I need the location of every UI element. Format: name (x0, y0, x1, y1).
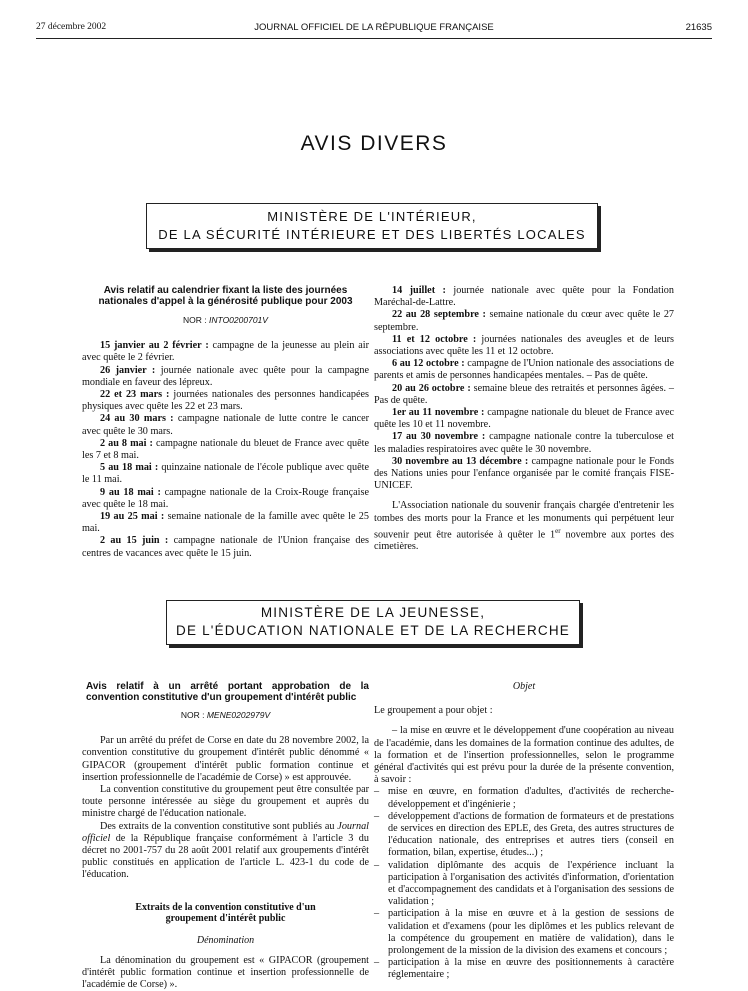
avis1-heading: Avis relatif au calendrier fixant la liste des journées nationales d'appel à la générosité publique pour 2003 (98, 285, 353, 307)
campaign-item (374, 358, 674, 382)
campaign-date: 1er au 11 novembre : (392, 407, 485, 419)
avis2-paragraph-3: Des extraits de la convention constitutive sont publiés au Journal officiel de la République française conformément à l'article 3 du décret no 2001-757 du 28 août 2001 relatif aux groupements d'intérêt public constitués en application de l'article L. 423-1 du code de l'éducation. (82, 820, 369, 881)
ministry-interieur-line2: DE LA SÉCURITÉ INTÉRIEURE ET DES LIBERTÉS LOCALES (158, 227, 586, 242)
ministry-education-line2: DE L'ÉDUCATION NATIONALE ET DE LA RECHERCHE (176, 623, 570, 638)
campaign-date: 11 et 12 octobre : (392, 333, 477, 345)
campaign-date: 17 au 30 novembre : (392, 431, 486, 443)
campaign-date: 6 au 12 octobre : (392, 358, 465, 370)
campaign-item (374, 456, 674, 493)
header-page-number: 21635 (685, 22, 712, 33)
avis1-closing-paragraph: L'Association nationale du souvenir français chargée d'entretenir les tombes des morts pour la France et les monuments qui perpétuent leur souvenir peut être autorisée à quêter le 1er novembre aux portes des cimetières. (374, 500, 674, 553)
campaign-item (82, 365, 369, 389)
avis1-nor-code: INTO0200701V (209, 315, 268, 325)
ministry-education-line1: MINISTÈRE DE LA JEUNESSE, (260, 605, 486, 620)
campaign-description: campagne nationale contre la tuberculose et les maladies respiratoires avec quête le 30 novembre. (374, 431, 674, 455)
avis1-right-column (374, 285, 674, 554)
objet-list-item: – participation à la mise en œuvre et à la gestion de sessions de validation et d'examens (pour les diplômes et les publics relevant de la compétence du groupement en matière de validation), dans le prolongement de la mission de la division des examens et concours ; (374, 908, 674, 957)
campaign-description: semaine nationale du cœur avec quête le 27 septembre. (374, 309, 675, 333)
denomination-paragraph: La dénomination du groupement est « GIPACOR (groupement d'intérêt public formation continue et insertion professionnelle de l'académie de Corse) ». (82, 954, 369, 991)
header-rule (36, 38, 712, 39)
campaign-item (82, 340, 369, 364)
campaign-item (82, 535, 369, 559)
avis2-right-column (374, 681, 674, 982)
extraits-heading: Extraits de la convention constitutive d'un groupement d'intérêt public (135, 901, 316, 925)
campaign-description: campagne de la jeunesse au plein air avec quête le 2 février. (82, 340, 369, 364)
campaign-description: campagne nationale pour le Fonds des Nations unies pour l'enfance organisée par le comité français FISE-UNICEF. (374, 455, 674, 492)
campaign-description: journée nationale avec quête pour la campagne mondiale en faveur des lépreux. (82, 364, 369, 388)
campaign-date: 24 au 30 mars : (100, 413, 174, 425)
denomination-heading: Dénomination (196, 934, 255, 946)
objet-list-item: – développement d'actions de formation de formateurs et de prestations de services en direction des EPLE, des Greta, des autres structures de l'éducation nationale, des entreprises et autres tiers (conseil en formation, bilan, expertise, études...) ; (374, 811, 674, 860)
campaign-description: semaine bleue des retraités et personnes âgées. – Pas de quête. (374, 382, 675, 406)
objet-intro: Le groupement a pour objet : (374, 705, 493, 717)
campaign-description: journées nationales des aveugles et de leurs associations avec quête les 11 et 12 octobre. (374, 333, 675, 358)
campaign-item (82, 511, 369, 535)
objet-list-item: – mise en œuvre, en formation d'adultes, d'activités de recherche-développement et d'ingénierie ; (374, 786, 674, 810)
campaign-date: 30 novembre au 13 décembre : (392, 455, 529, 467)
avis1-campaign-list (82, 340, 369, 560)
campaign-item (82, 413, 369, 437)
header-date: 27 décembre 2002 (36, 22, 107, 32)
campaign-item (82, 438, 369, 462)
campaign-item (374, 407, 674, 431)
avis2-heading: Avis relatif à un arrêté portant approbation de la convention constitutive d'un groupement d'intérêt public (86, 681, 369, 703)
campaign-description: campagne nationale du bleuet de France avec quête les 7 et 8 mai. (82, 437, 370, 462)
avis2-nor: NOR : MENE0202979V (180, 710, 271, 720)
objet-heading: Objet (512, 681, 536, 692)
campaign-item (374, 334, 674, 358)
avis1-left-column (82, 285, 369, 560)
campaign-date: 20 au 26 octobre : (392, 382, 471, 394)
campaign-description: journée nationale avec quête pour la Fondation Maréchal-de-Lattre. (374, 285, 674, 309)
campaign-item (374, 309, 674, 333)
campaign-item (374, 383, 674, 407)
campaign-description: journées nationales des personnes handicapées physiques avec quête les 22 et 23 mars. (82, 389, 369, 413)
avis2-paragraph-2: La convention constitutive du groupement peut être consultée par toute personne intéressée au siège du groupement et auprès du ministre chargé de l'éducation nationale. (82, 784, 369, 820)
campaign-description: quinzaine nationale de l'école publique avec quête le 11 mai. (82, 462, 369, 486)
avis2-paragraph-1: Par un arrêté du préfet de Corse en date du 28 novembre 2002, la convention constitutive du groupement d'intérêt public dénommé « GIPACOR (groupement d'intérêt public formation continue et insertion professionnelle de l'académie de Corse) » est approuvée. (82, 735, 369, 783)
campaign-item (82, 487, 369, 511)
page-title: AVIS DIVERS (300, 132, 448, 155)
campaign-date: 22 et 23 mars : (100, 389, 170, 401)
campaign-date: 9 au 18 mai : (100, 486, 161, 498)
campaign-description: campagne nationale de l'Union française des centres de vacances avec quête le 15 juin. (82, 535, 369, 559)
campaign-description: campagne nationale de lutte contre le cancer avec quête le 30 mars. (82, 413, 370, 437)
avis2-nor-code: MENE0202979V (206, 710, 271, 720)
objet-paragraph-1: – la mise en œuvre et le développement d'une coopération au niveau de l'académie, dans les domaines de la formation continue des adultes, de la formation et de l'insertion professionnelles, selon le programme général d'activités qui est prévu pour la durée de la présente convention, à savoir : (374, 725, 674, 786)
campaign-date: 14 juillet : (392, 285, 446, 296)
avis1-nor: NOR : INTO0200701V (183, 315, 268, 325)
campaign-date: 26 janvier : (100, 364, 156, 376)
campaign-date: 15 janvier au 2 février : (100, 340, 209, 352)
campaign-date: 19 au 25 mai : (100, 511, 165, 523)
ministry-education-box (166, 600, 580, 645)
campaign-item (374, 285, 674, 309)
campaign-item (82, 462, 369, 486)
avis2-left-column (82, 681, 369, 991)
campaign-description: campagne nationale de la Croix-Rouge française avec quête le 18 mai. (82, 486, 370, 510)
avis1-campaign-list-right (374, 285, 674, 492)
objet-list-item: – participation à la mise en œuvre des positionnements à caractère réglementaire ; (374, 957, 674, 981)
ministry-interieur-line1: MINISTÈRE DE L'INTÉRIEUR, (267, 209, 477, 224)
campaign-date: 2 au 8 mai : (100, 437, 153, 449)
ministry-interieur-box (146, 203, 598, 249)
campaign-description: semaine nationale de la famille avec quête le 25 mai. (82, 511, 369, 535)
header-journal-title: JOURNAL OFFICIEL DE LA RÉPUBLIQUE FRANÇAISE (254, 22, 494, 33)
campaign-date: 2 au 15 juin : (100, 535, 169, 547)
campaign-description: campagne de l'Union nationale des associations de parents et amis de personnes handicapées mentales. – Pas de quête. (374, 358, 674, 382)
objet-list (374, 786, 674, 981)
objet-list-item: – validation diplômante des acquis de l'expérience incluant la participation à l'organisation des activités d'information, d'orientation et d'accompagnement des candidats et à l'organisation des sessions de validation ; (374, 860, 674, 909)
campaign-date: 5 au 18 mai : (100, 462, 159, 474)
campaign-description: campagne nationale du bleuet de France avec quête les 10 et 11 novembre. (374, 407, 674, 431)
campaign-item (374, 431, 674, 455)
campaign-item (82, 389, 369, 413)
campaign-date: 22 au 28 septembre : (392, 309, 486, 321)
